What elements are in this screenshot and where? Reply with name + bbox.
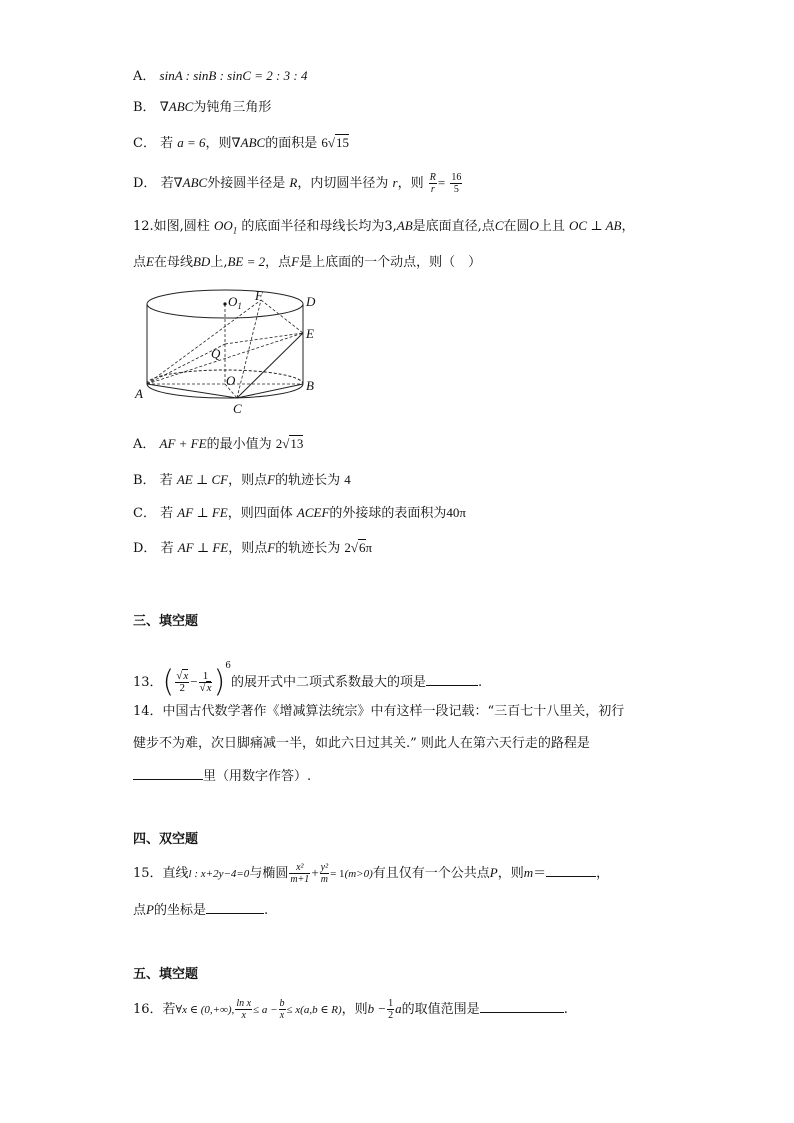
inequality: ≤ x bbox=[286, 1004, 301, 1016]
answer-blank[interactable] bbox=[480, 998, 564, 1013]
option-label: C． bbox=[133, 136, 156, 151]
segment-CE bbox=[237, 333, 303, 398]
sqrt-sign: √ bbox=[282, 436, 290, 451]
condition: BE = 2 bbox=[227, 254, 266, 269]
q11-option-d bbox=[133, 172, 463, 195]
option-label: D． bbox=[133, 176, 157, 191]
segment-BD: BD bbox=[192, 254, 211, 269]
subscript: 1 bbox=[232, 225, 238, 236]
segment-AB: AB bbox=[396, 218, 413, 233]
text: 15．直线 bbox=[133, 866, 189, 881]
section-5-heading: 五、填空题 bbox=[133, 967, 199, 982]
point-O1 bbox=[223, 302, 226, 305]
perpendicular-condition: OC ⊥ AB bbox=[569, 218, 622, 233]
q15-line1 bbox=[133, 858, 609, 889]
denominator: 5 bbox=[453, 184, 459, 195]
q12-stem-line2 bbox=[133, 252, 481, 273]
fraction-1-over-2 bbox=[387, 998, 394, 1021]
text: 的轨迹长为 bbox=[275, 541, 341, 556]
cylinder-figure bbox=[133, 286, 333, 416]
plus: + bbox=[311, 865, 319, 880]
right-paren: ) bbox=[213, 664, 226, 700]
segment-QE bbox=[225, 333, 303, 344]
text: . bbox=[263, 903, 269, 918]
inequality: ≤ a − bbox=[253, 1004, 278, 1016]
text: 的面积是 bbox=[265, 136, 318, 151]
value: 4 bbox=[344, 472, 351, 487]
option-text: 为钝角三角形 bbox=[193, 100, 272, 115]
sqrt-sign: √ bbox=[350, 540, 358, 555]
point-F: F bbox=[267, 540, 276, 555]
coefficient: 6 bbox=[321, 135, 328, 150]
coefficient: 2 bbox=[344, 540, 351, 555]
text: 上, bbox=[210, 255, 228, 270]
text: 是底面直径,点 bbox=[412, 219, 495, 234]
text: 若 bbox=[160, 541, 174, 556]
radicand: 6 bbox=[359, 540, 366, 555]
question-number: 13． bbox=[133, 675, 163, 690]
label-D: D bbox=[306, 294, 316, 309]
fraction-x2 bbox=[289, 862, 310, 885]
coefficient: 2 bbox=[275, 436, 283, 451]
numerator: √x bbox=[176, 670, 189, 682]
answer-blank-m[interactable] bbox=[546, 862, 596, 877]
text: ，点 bbox=[265, 255, 292, 270]
q13 bbox=[133, 646, 482, 703]
text: . bbox=[477, 675, 483, 690]
equals: = 1 bbox=[330, 868, 345, 880]
fraction-sqrtx-over-2 bbox=[175, 671, 189, 694]
section-4-heading: 四、双空题 bbox=[133, 832, 199, 847]
q12-stem-line1 bbox=[133, 216, 635, 241]
var-R: R bbox=[289, 175, 298, 190]
text: 里（用数字作答）. bbox=[203, 769, 312, 784]
condition: (m>0) bbox=[344, 868, 373, 880]
text: 外接圆半径是 bbox=[207, 176, 286, 191]
radicand: 15 bbox=[335, 135, 349, 150]
q12-option-c bbox=[133, 503, 466, 524]
section-3-heading: 三、填空题 bbox=[133, 614, 199, 629]
fraction-answer bbox=[450, 172, 462, 195]
math-expression: sinA : sinB : sinC = 2 : 3 : 4 bbox=[159, 68, 308, 83]
denominator: 2 bbox=[388, 1010, 394, 1021]
q12-option-d bbox=[133, 538, 372, 559]
q12-option-b bbox=[133, 470, 351, 491]
text: ，则四面体 bbox=[227, 506, 293, 521]
triangle-symbol: ∇ABC bbox=[159, 99, 194, 114]
text: 若 bbox=[160, 176, 174, 191]
label-F: F bbox=[255, 288, 263, 303]
numerator: 1 bbox=[388, 998, 394, 1009]
text: 若 bbox=[160, 506, 174, 521]
text: 的底面半径和母线长均为3, bbox=[241, 219, 397, 234]
math-expression: AF + FE bbox=[159, 436, 207, 451]
tetrahedron-name: ACEF bbox=[296, 505, 330, 520]
label-O: O bbox=[226, 373, 236, 388]
text: ， bbox=[596, 866, 610, 881]
segment-AC bbox=[147, 384, 237, 398]
q15-line2 bbox=[133, 899, 268, 921]
text: ，则点 bbox=[228, 541, 268, 556]
point-F: F bbox=[291, 254, 300, 269]
answer-blank[interactable] bbox=[426, 671, 478, 686]
denominator: x bbox=[279, 1010, 285, 1021]
numerator: ln x bbox=[236, 998, 252, 1009]
exponent: 6 bbox=[225, 661, 231, 671]
numerator: y² bbox=[320, 862, 329, 873]
line-equation: l : x+2y−4=0 bbox=[188, 868, 250, 880]
numerator: b bbox=[279, 998, 285, 1009]
var-a: a bbox=[395, 1001, 402, 1016]
q14-line3 bbox=[133, 765, 311, 787]
text: 的取值范围是 bbox=[401, 1002, 480, 1017]
pi: π bbox=[365, 540, 373, 555]
point-E: E bbox=[146, 254, 154, 269]
axis-OO1 bbox=[213, 218, 238, 236]
numerator: 16 bbox=[451, 172, 462, 183]
point-F: F bbox=[267, 472, 276, 487]
numerator: x² bbox=[289, 862, 310, 874]
text: 16．若 bbox=[133, 1002, 176, 1017]
condition: a = 6 bbox=[177, 135, 206, 150]
label-C: C bbox=[233, 401, 242, 416]
denominator: r bbox=[430, 184, 435, 195]
text: ，则 bbox=[205, 136, 232, 151]
denominator: 2 bbox=[179, 682, 185, 694]
radicand: 13 bbox=[290, 436, 304, 451]
axis-name: OO bbox=[213, 218, 233, 233]
numerator: 1 bbox=[199, 671, 213, 683]
text: ，内切圆半径为 bbox=[297, 176, 389, 191]
option-label: B． bbox=[133, 100, 156, 115]
option-label: A． bbox=[133, 437, 156, 452]
sqrt-sign: √ bbox=[327, 135, 335, 150]
text: ， bbox=[621, 219, 635, 234]
text: ，则 bbox=[397, 176, 424, 191]
option-label: D． bbox=[133, 541, 157, 556]
value: 40π bbox=[446, 505, 466, 520]
q12-option-a bbox=[133, 434, 303, 455]
q14-line2: 健步不为难，次日脚痛减一半，如此六日过其关.” 则此人在第六天行走的路程是 bbox=[133, 736, 590, 751]
fraction-b-over-x bbox=[279, 998, 286, 1021]
condition: AF ⊥ FE bbox=[177, 540, 229, 555]
var-m: m bbox=[523, 865, 534, 880]
text: 点 bbox=[133, 255, 147, 270]
fraction-1-over-sqrtx bbox=[199, 671, 213, 694]
text: . bbox=[563, 1002, 568, 1017]
text: 12.如图,圆柱 bbox=[133, 219, 210, 234]
q11-option-a bbox=[133, 66, 307, 87]
fraction-R-over-r bbox=[429, 172, 437, 195]
text: 的最小值为 bbox=[206, 437, 272, 452]
label-O1: $O_1$ bbox=[228, 294, 242, 311]
expression: b − bbox=[367, 1001, 387, 1016]
text: ，则 bbox=[341, 1002, 368, 1017]
text: 有且仅有一个公共点 bbox=[372, 866, 490, 881]
answer-blank-p[interactable] bbox=[206, 899, 264, 914]
fraction-y2 bbox=[320, 862, 329, 885]
text: 在母线 bbox=[153, 255, 193, 270]
text: 与椭圆 bbox=[249, 866, 289, 881]
q11-option-b bbox=[133, 97, 271, 118]
radicand: x bbox=[183, 670, 189, 682]
text: 的外接球的表面积为 bbox=[329, 506, 447, 521]
condition: AE ⊥ CF bbox=[176, 472, 229, 487]
label-Q: Q bbox=[211, 346, 221, 361]
answer-blank[interactable] bbox=[133, 765, 203, 780]
q16 bbox=[133, 994, 568, 1025]
left-paren: ( bbox=[162, 664, 175, 700]
text: ，则 bbox=[497, 866, 524, 881]
fraction-lnx-over-x bbox=[235, 998, 252, 1021]
equals: = bbox=[437, 175, 446, 190]
denominator: x bbox=[241, 1010, 246, 1021]
quantifier: ∀x ∈ (0,+∞), bbox=[175, 1004, 235, 1016]
text: 的坐标是 bbox=[153, 903, 206, 918]
text: 若 bbox=[159, 473, 173, 488]
q11-option-c bbox=[133, 133, 349, 154]
point-P: P bbox=[146, 902, 154, 917]
text: 的轨迹长为 bbox=[275, 473, 341, 488]
triangle-symbol: ∇ABC bbox=[173, 175, 208, 190]
option-label: C． bbox=[133, 506, 156, 521]
condition: AF ⊥ FE bbox=[177, 505, 228, 520]
triangle-symbol: ∇ABC bbox=[231, 135, 266, 150]
numerator: R bbox=[429, 172, 436, 183]
option-label: A． bbox=[133, 69, 156, 84]
var-r: r bbox=[392, 175, 398, 190]
text: 是上底面的一个动点，则（ ） bbox=[299, 255, 482, 270]
minus: − bbox=[190, 674, 198, 689]
label-A: A bbox=[135, 386, 143, 401]
denominator: m+1 bbox=[290, 874, 310, 885]
text: ，则点 bbox=[228, 473, 268, 488]
radicand: x bbox=[206, 682, 212, 694]
text: 若 bbox=[160, 136, 174, 151]
point-O: O bbox=[529, 218, 539, 233]
segment-FE bbox=[261, 300, 303, 333]
condition: (a,b ∈ R) bbox=[300, 1004, 342, 1016]
denominator: m bbox=[320, 874, 328, 885]
label-E: E bbox=[306, 326, 314, 341]
text: 上且 bbox=[538, 219, 565, 234]
q14-line1: 14．中国古代数学著作《增减算法统宗》中有这样一段记载：“三百七十八里关，初行 bbox=[133, 704, 625, 719]
text: ＝ bbox=[533, 866, 547, 881]
denominator: √x bbox=[199, 682, 212, 694]
text: 点 bbox=[133, 903, 147, 918]
text: 的展开式中二项式系数最大的项是 bbox=[230, 675, 426, 690]
option-label: B． bbox=[133, 473, 156, 488]
point-P: P bbox=[489, 865, 498, 880]
text: 在圆 bbox=[503, 219, 530, 234]
label-B: B bbox=[306, 378, 314, 393]
point-C: C bbox=[494, 218, 504, 233]
